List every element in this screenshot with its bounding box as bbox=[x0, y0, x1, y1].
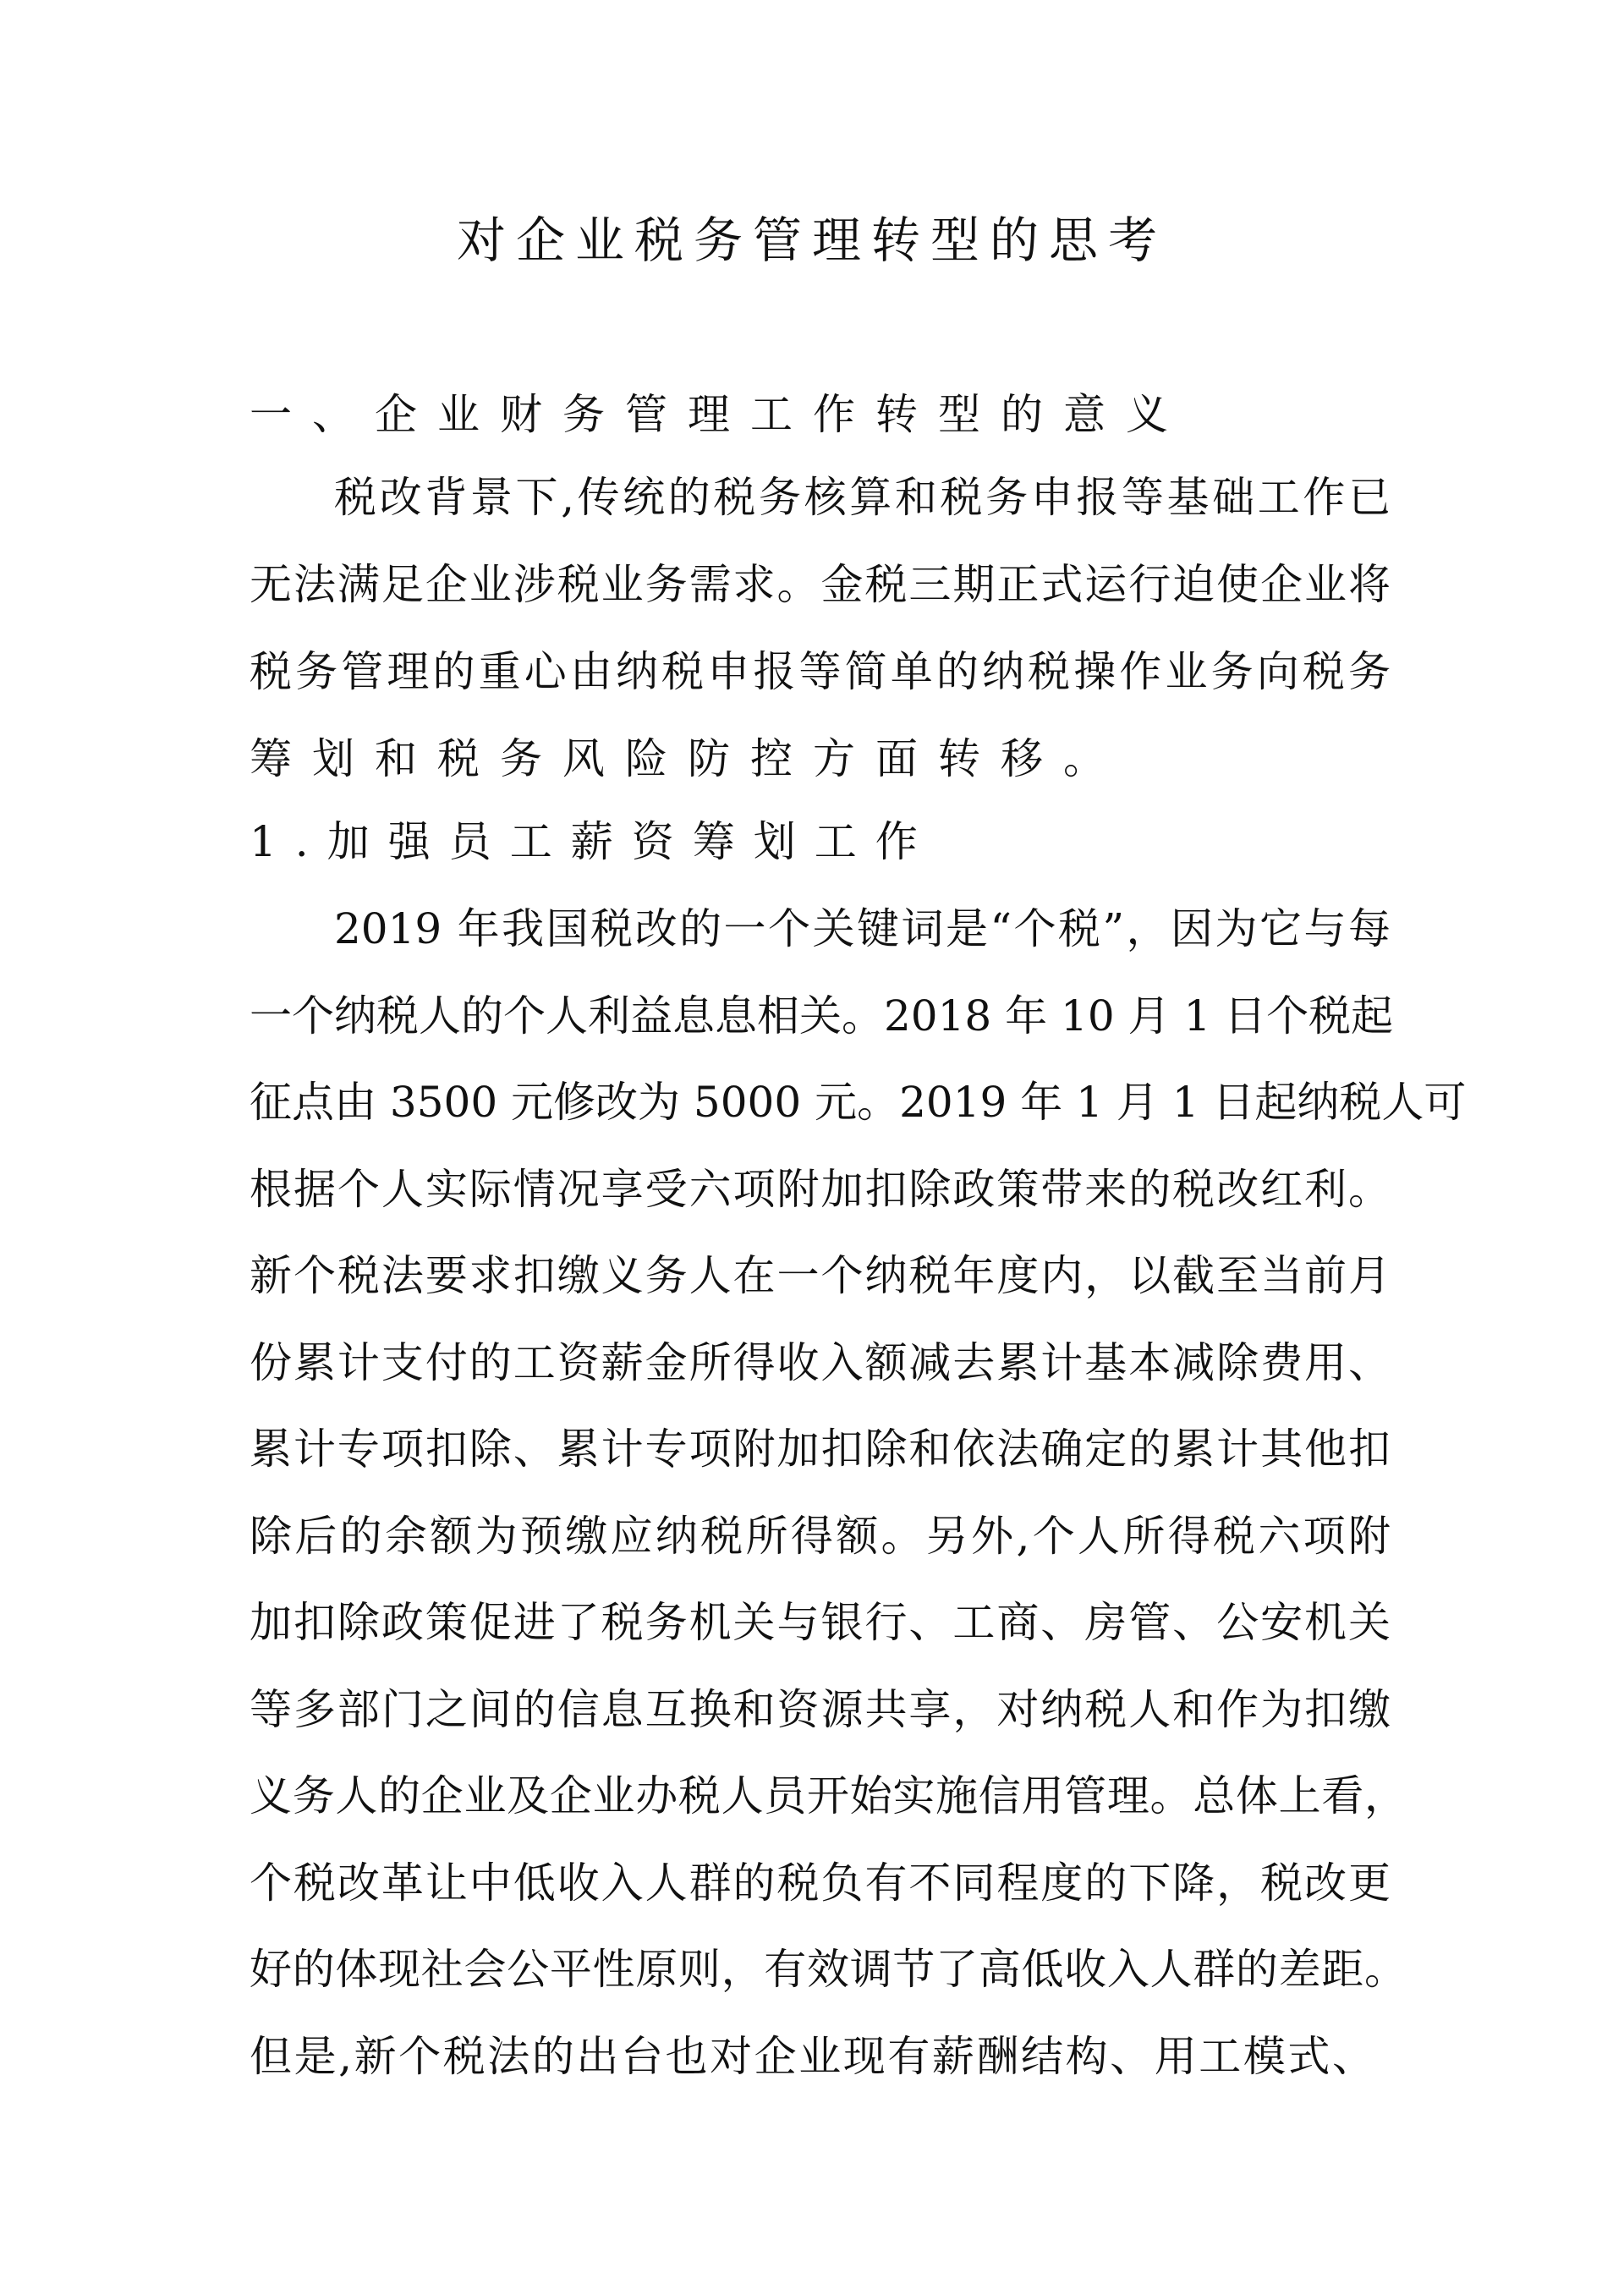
paragraph-line: 一个纳税人的个人利益息息相关。2018 年 10 月 1 日个税起 bbox=[250, 991, 1394, 1040]
paragraph-line: 加扣除政策促进了税务机关与银行、工商、房管、公安机关 bbox=[250, 1598, 1391, 1647]
paragraph-line: 个税改革让中低收入人群的税负有不同程度的下降，税改更 bbox=[250, 1859, 1391, 1908]
paragraph-line: 筹划和税务风险防控方面转移。 bbox=[250, 734, 1126, 783]
paragraph-line: 无法满足企业涉税业务需求。金税三期正式运行迫使企业将 bbox=[250, 560, 1391, 609]
paragraph-line: 但是,新个税法的出台也对企业现有薪酬结构、用工模式、 bbox=[250, 2032, 1374, 2081]
paragraph-line: 根据个人实际情况享受六项附加扣除政策带来的税改红利。 bbox=[250, 1165, 1391, 1214]
paragraph-line: 等多部门之间的信息互换和资源共享，对纳税人和作为扣缴 bbox=[250, 1685, 1391, 1734]
paragraph-line: 税改背景下,传统的税务核算和税务申报等基础工作已 bbox=[334, 473, 1391, 522]
paragraph-line: 新个税法要求扣缴义务人在一个纳税年度内，以截至当前月 bbox=[250, 1251, 1391, 1300]
paragraph-line: 义务人的企业及企业办税人员开始实施信用管理。总体上看， bbox=[250, 1771, 1407, 1820]
paragraph-line: 除后的余额为预缴应纳税所得额。另外,个人所得税六项附 bbox=[250, 1512, 1391, 1561]
paragraph-line: 税务管理的重心由纳税申报等简单的纳税操作业务向税务 bbox=[250, 647, 1391, 696]
document-title: 对企业税务管理转型的思考 bbox=[456, 211, 1167, 269]
paragraph-line: 好的体现社会公平性原则，有效调节了高低收入人群的差距。 bbox=[250, 1945, 1407, 1994]
paragraph-line: 征点由 3500 元修改为 5000 元。2019 年 1 月 1 日起纳税人可 bbox=[250, 1078, 1467, 1127]
paragraph-line: 2019 年我国税改的一个关键词是“个税”，因为它与每 bbox=[334, 904, 1391, 953]
section-heading: 一、企业财务管理工作转型的意义 bbox=[250, 390, 1188, 439]
paragraph-line: 累计专项扣除、累计专项附加扣除和依法确定的累计其他扣 bbox=[250, 1425, 1391, 1474]
subheading: 1.加强员工薪资筹划工作 bbox=[250, 817, 936, 866]
paragraph-line: 份累计支付的工资薪金所得收入额减去累计基本减除费用、 bbox=[250, 1338, 1391, 1387]
